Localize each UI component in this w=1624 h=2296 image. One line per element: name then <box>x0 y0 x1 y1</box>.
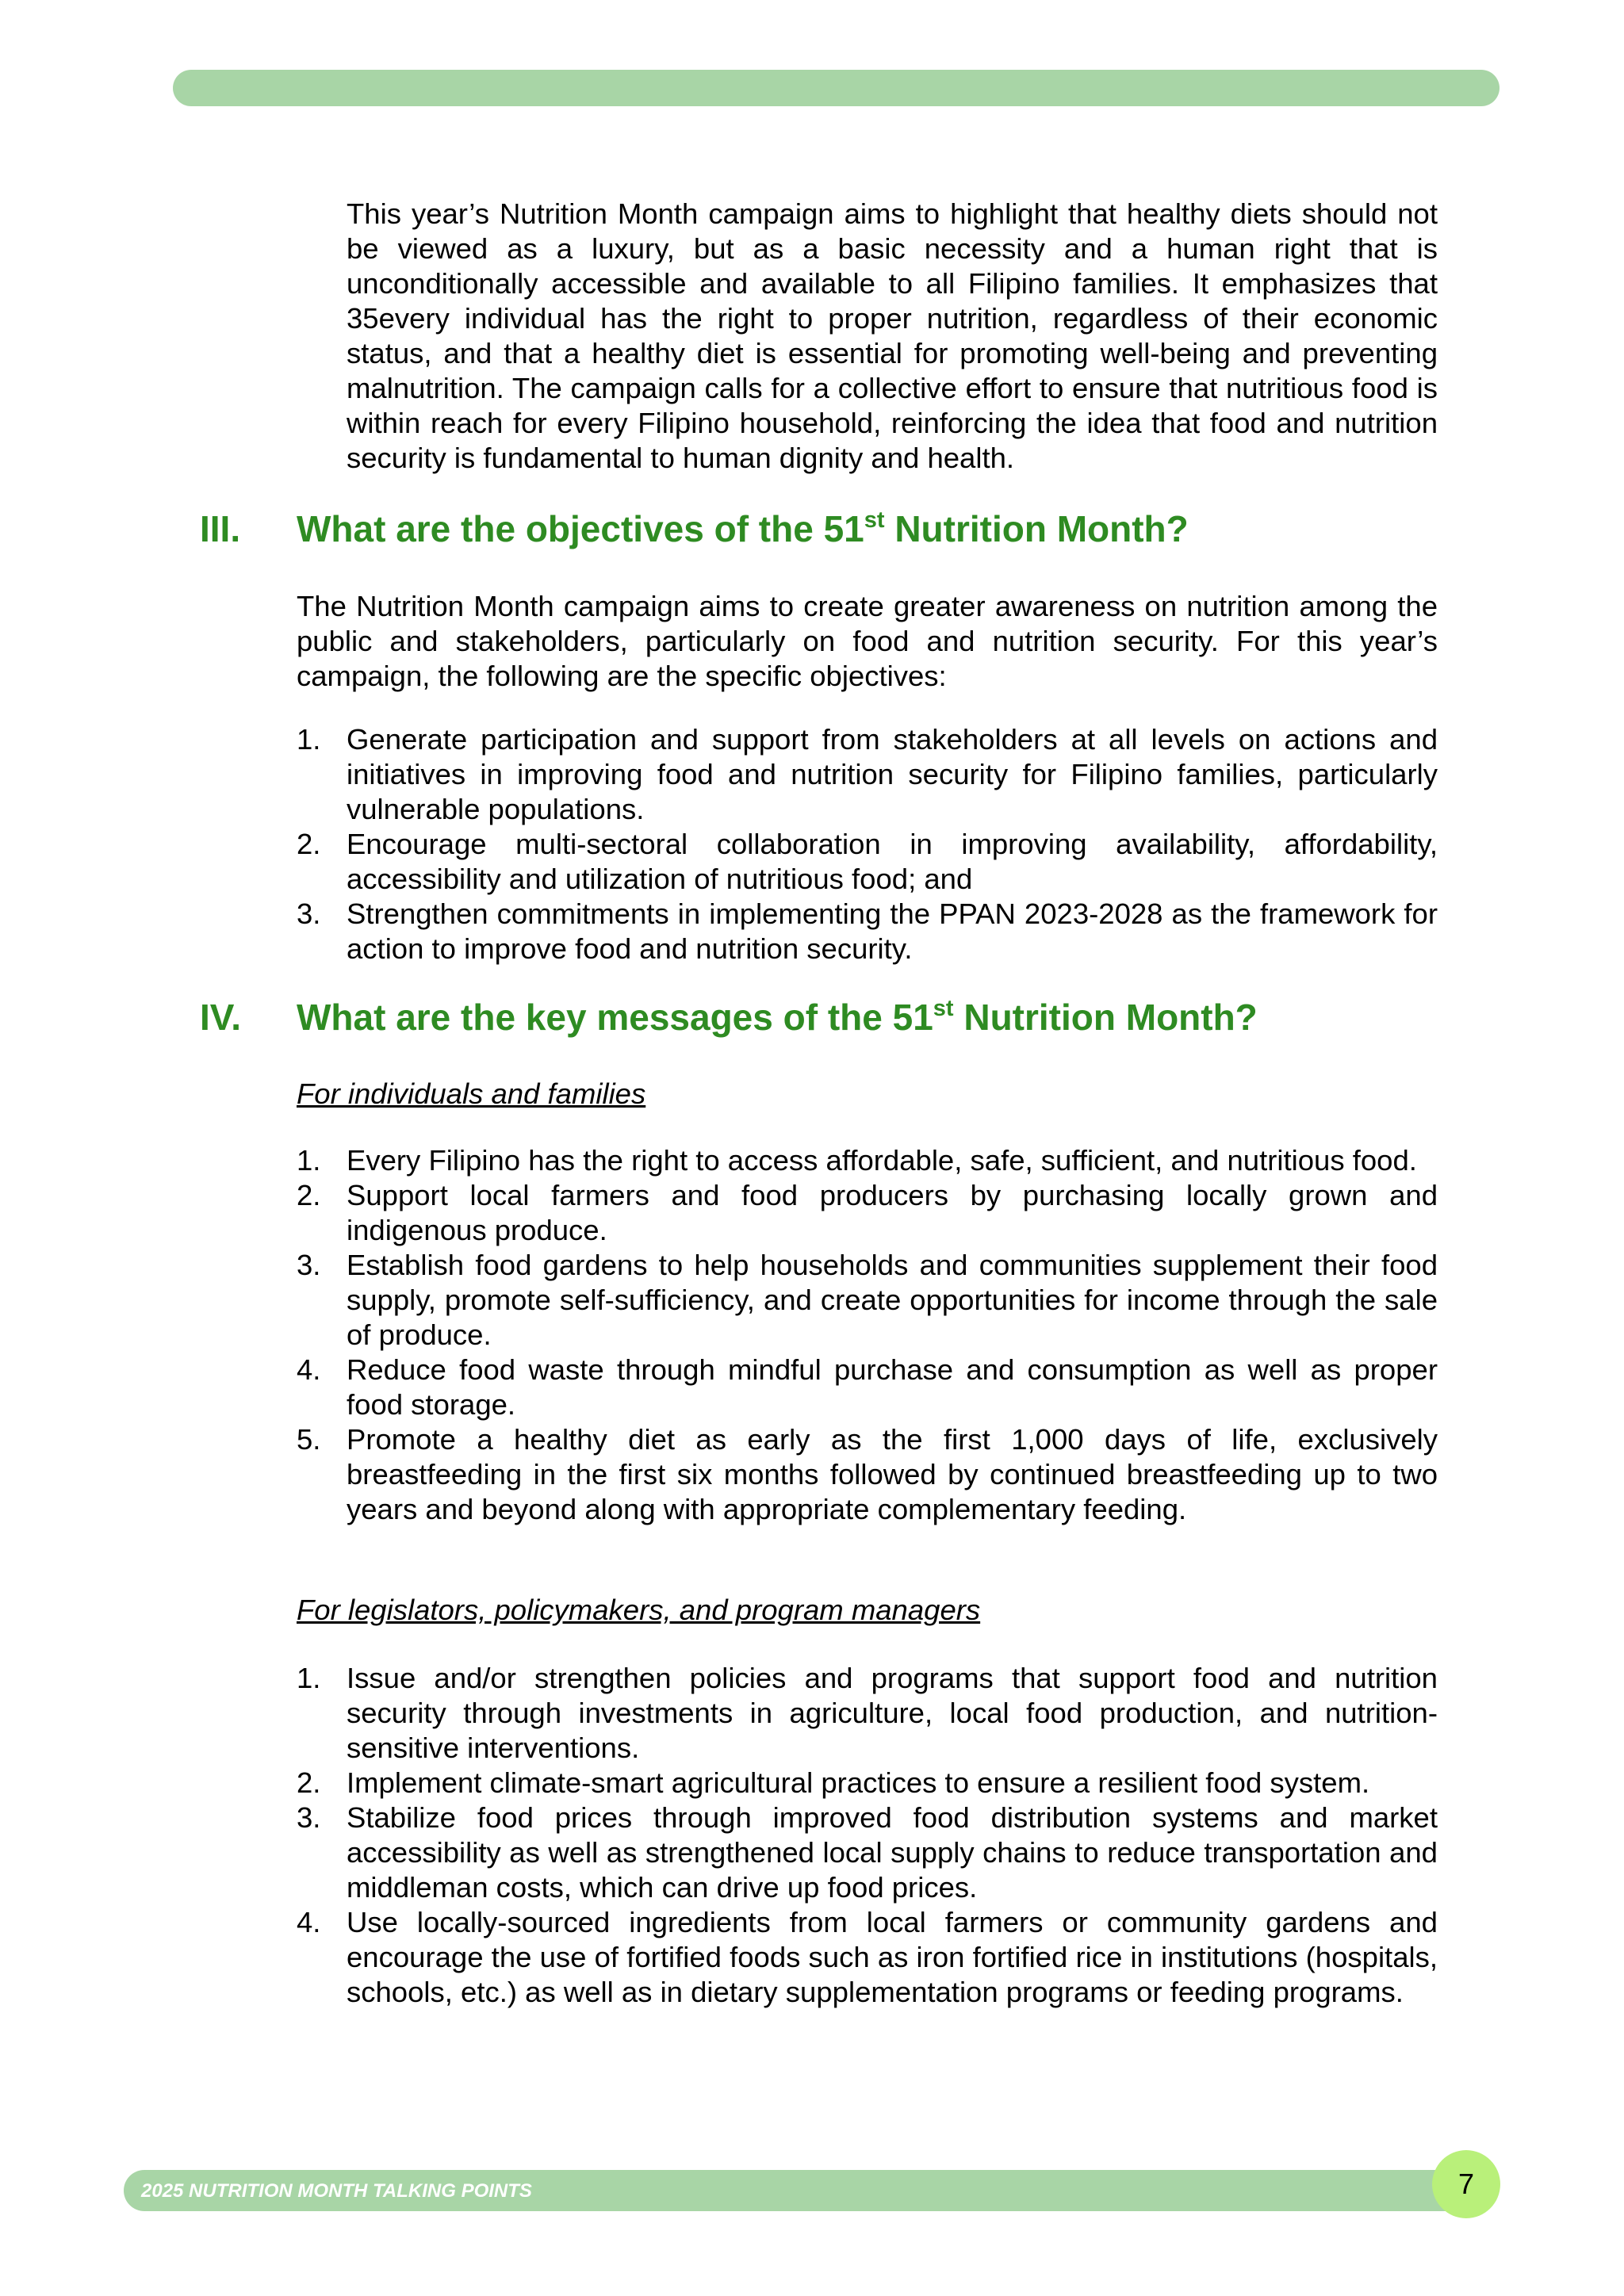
policymakers-messages-list <box>297 1661 1438 2010</box>
section-4-number: IV. <box>200 997 242 1038</box>
header-decorative-bar <box>173 70 1500 106</box>
list-item: 3. Strengthen commitments in implementing the PPAN 2023-2028 as the framework for action to improve food and nutrition security. <box>297 897 1438 965</box>
section-4-heading <box>200 996 1469 1039</box>
individuals-subheading: For individuals and families <box>297 1077 646 1110</box>
intro-paragraph: This year’s Nutrition Month campaign aims to highlight that healthy diets should not be viewed as a luxury, but as a basic necessity and a human right that is unconditionally accessible and available to all Filipino families. It emphasizes that 35every individual has the right to proper nutrition, regardless of their economic status, and that a healthy diet is essential for promoting well-being and preventing malnutrition. The campaign calls for a collective effort to ensure that nutritious food is within reach for every Filipino household, reinforcing the idea that food and nutrition security is fundamental to human dignity and health. <box>347 197 1438 474</box>
section-3-heading <box>200 507 1469 550</box>
list-item: 1. Every Filipino has the right to access affordable, safe, sufficient, and nutritious food. <box>297 1144 1417 1177</box>
page-number-badge: 7 <box>1432 2150 1500 2218</box>
list-item: 1. Issue and/or strengthen policies and programs that support food and nutrition security through investments in agriculture, local food production, and nutrition-sensitive interventions. <box>297 1662 1438 1764</box>
section-4-title: What are the key messages of the 51st Nutrition Month? <box>297 996 1258 1038</box>
footer-title: 2025 NUTRITION MONTH TALKING POINTS <box>141 2180 532 2202</box>
policymakers-subheading: For legislators, policymakers, and program managers <box>297 1594 981 1626</box>
list-item: 3. Stabilize food prices through improved food distribution systems and market accessibility as well as strengthened local supply chains to reduce transportation and middleman costs, which can drive up food prices. <box>297 1801 1438 1904</box>
list-item: 4. Reduce food waste through mindful purchase and consumption as well as proper food storage. <box>297 1353 1438 1421</box>
list-item: 5. Promote a healthy diet as early as the first 1,000 days of life, exclusively breastfeeding in the first six months followed by continued breastfeeding up to two years and beyond along with appropriate complementary feeding. <box>297 1423 1438 1525</box>
list-item: 4. Use locally-sourced ingredients from local farmers or community gardens and encourage the use of fortified foods such as iron fortified rice in institutions (hospitals, schools, etc.) as well as in dietary supplementation programs or feeding programs. <box>297 1906 1438 2008</box>
list-item: 2. Support local farmers and food producers by purchasing locally grown and indigenous produce. <box>297 1179 1438 1246</box>
individuals-messages-list <box>297 1143 1438 1527</box>
list-item: 2. Encourage multi-sectoral collaboration in improving availability, affordability, accessibility and utilization of nutritious food; and <box>297 828 1438 895</box>
objectives-list <box>297 722 1438 966</box>
list-item: 2. Implement climate-smart agricultural practices to ensure a resilient food system. <box>297 1766 1370 1799</box>
section-3-title: What are the objectives of the 51st Nutrition Month? <box>297 507 1189 549</box>
section-3-paragraph: The Nutrition Month campaign aims to create greater awareness on nutrition among the public and stakeholders, particularly on food and nutrition security. For this year’s campaign, the following are the specific objectives: <box>297 590 1438 692</box>
list-item: 1. Generate participation and support from stakeholders at all levels on actions and initiatives in improving food and nutrition security for Filipino families, particularly vulnerable populations. <box>297 723 1438 825</box>
list-item: 3. Establish food gardens to help households and communities supplement their food supply, promote self-sufficiency, and create opportunities for income through the sale of produce. <box>297 1249 1438 1351</box>
section-3-number: III. <box>200 508 241 549</box>
